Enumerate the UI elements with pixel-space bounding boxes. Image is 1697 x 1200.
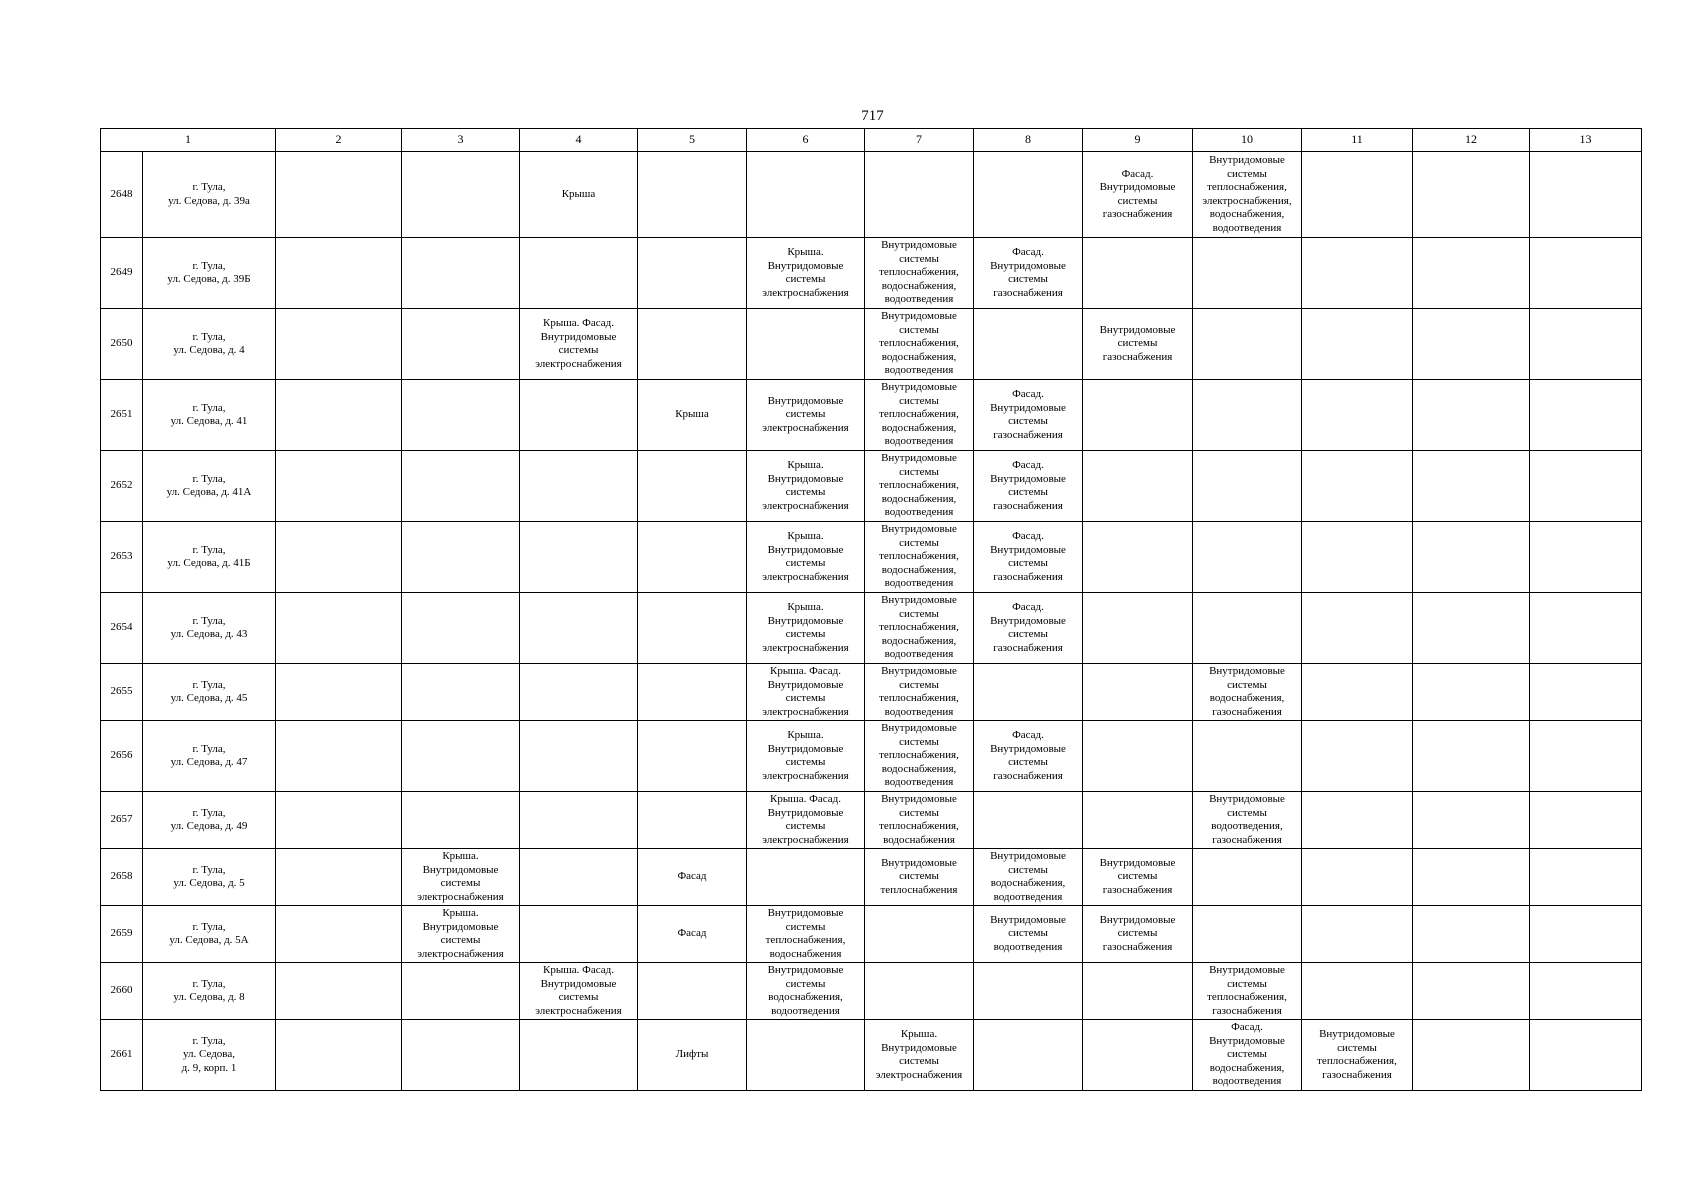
work-cell-col-8: Фасад. Внутридомовые системы газоснабжения bbox=[974, 522, 1083, 593]
work-cell-col-10: Фасад. Внутридомовые системы водоснабжения, водоотведения bbox=[1193, 1020, 1302, 1091]
work-cell-col-3 bbox=[402, 451, 520, 522]
work-cell-col-5: Фасад bbox=[638, 849, 747, 906]
work-cell-col-7: Внутридомовые системы теплоснабжения, водоснабжения, водоотведения bbox=[865, 309, 974, 380]
column-header-5: 5 bbox=[638, 129, 747, 152]
work-cell-col-9: Внутридомовые системы газоснабжения bbox=[1083, 906, 1193, 963]
address-cell: г. Тула, ул. Седова, д. 39а bbox=[143, 152, 276, 238]
work-cell-col-13 bbox=[1530, 309, 1642, 380]
work-cell-col-12 bbox=[1413, 1020, 1530, 1091]
work-cell-col-5 bbox=[638, 593, 747, 664]
address-cell: г. Тула, ул. Седова, д. 41А bbox=[143, 451, 276, 522]
column-header-4: 4 bbox=[520, 129, 638, 152]
table-row bbox=[101, 792, 1642, 849]
work-cell-col-6: Крыша. Внутридомовые системы электроснабжения bbox=[747, 238, 865, 309]
work-cell-col-13 bbox=[1530, 792, 1642, 849]
table-row bbox=[101, 664, 1642, 721]
work-cell-col-2 bbox=[276, 152, 402, 238]
work-cell-col-8: Внутридомовые системы водоснабжения, водоотведения bbox=[974, 849, 1083, 906]
row-number: 2652 bbox=[101, 451, 143, 522]
work-cell-col-9 bbox=[1083, 451, 1193, 522]
work-cell-col-2 bbox=[276, 1020, 402, 1091]
work-cell-col-2 bbox=[276, 380, 402, 451]
work-cell-col-7: Внутридомовые системы теплоснабжения, водоснабжения, водоотведения bbox=[865, 380, 974, 451]
work-cell-col-8: Фасад. Внутридомовые системы газоснабжения bbox=[974, 451, 1083, 522]
work-cell-col-4 bbox=[520, 522, 638, 593]
work-cell-col-12 bbox=[1413, 849, 1530, 906]
address-cell: г. Тула, ул. Седова, д. 5 bbox=[143, 849, 276, 906]
work-cell-col-13 bbox=[1530, 152, 1642, 238]
work-cell-col-5 bbox=[638, 963, 747, 1020]
work-cell-col-9: Внутридомовые системы газоснабжения bbox=[1083, 849, 1193, 906]
work-cell-col-6 bbox=[747, 309, 865, 380]
work-cell-col-12 bbox=[1413, 309, 1530, 380]
work-cell-col-10: Внутридомовые системы водоотведения, газоснабжения bbox=[1193, 792, 1302, 849]
work-cell-col-12 bbox=[1413, 152, 1530, 238]
work-cell-col-6: Крыша. Внутридомовые системы электроснабжения bbox=[747, 451, 865, 522]
work-cell-col-9 bbox=[1083, 664, 1193, 721]
work-cell-col-9 bbox=[1083, 593, 1193, 664]
table-row bbox=[101, 380, 1642, 451]
table-row bbox=[101, 963, 1642, 1020]
work-cell-col-8 bbox=[974, 309, 1083, 380]
row-number: 2648 bbox=[101, 152, 143, 238]
work-cell-col-13 bbox=[1530, 664, 1642, 721]
work-cell-col-9: Фасад. Внутридомовые системы газоснабжения bbox=[1083, 152, 1193, 238]
address-cell: г. Тула, ул. Седова, д. 41Б bbox=[143, 522, 276, 593]
table-row bbox=[101, 451, 1642, 522]
work-cell-col-3 bbox=[402, 593, 520, 664]
column-header-11: 11 bbox=[1302, 129, 1413, 152]
work-cell-col-3 bbox=[402, 792, 520, 849]
work-cell-col-10: Внутридомовые системы водоснабжения, газоснабжения bbox=[1193, 664, 1302, 721]
work-cell-col-5 bbox=[638, 238, 747, 309]
row-number: 2658 bbox=[101, 849, 143, 906]
work-cell-col-10 bbox=[1193, 593, 1302, 664]
work-cell-col-8: Фасад. Внутридомовые системы газоснабжения bbox=[974, 721, 1083, 792]
column-header-10: 10 bbox=[1193, 129, 1302, 152]
work-cell-col-11 bbox=[1302, 906, 1413, 963]
work-cell-col-9 bbox=[1083, 792, 1193, 849]
work-cell-col-11 bbox=[1302, 152, 1413, 238]
work-cell-col-11 bbox=[1302, 792, 1413, 849]
work-cell-col-4 bbox=[520, 593, 638, 664]
work-cell-col-2 bbox=[276, 451, 402, 522]
work-cell-col-3: Крыша. Внутридомовые системы электроснабжения bbox=[402, 849, 520, 906]
work-cell-col-7: Внутридомовые системы теплоснабжения, водоснабжения, водоотведения bbox=[865, 522, 974, 593]
work-cell-col-2 bbox=[276, 522, 402, 593]
work-cell-col-8 bbox=[974, 1020, 1083, 1091]
work-cell-col-7 bbox=[865, 963, 974, 1020]
work-cell-col-10 bbox=[1193, 906, 1302, 963]
work-cell-col-4 bbox=[520, 238, 638, 309]
work-cell-col-12 bbox=[1413, 451, 1530, 522]
column-header-13: 13 bbox=[1530, 129, 1642, 152]
work-cell-col-6: Крыша. Фасад. Внутридомовые системы электроснабжения bbox=[747, 664, 865, 721]
column-header-8: 8 bbox=[974, 129, 1083, 152]
work-cell-col-5 bbox=[638, 522, 747, 593]
work-cell-col-6 bbox=[747, 849, 865, 906]
work-cell-col-11 bbox=[1302, 963, 1413, 1020]
work-cell-col-3 bbox=[402, 1020, 520, 1091]
work-cell-col-7: Внутридомовые системы теплоснабжения, водоснабжения bbox=[865, 792, 974, 849]
work-cell-col-9: Внутридомовые системы газоснабжения bbox=[1083, 309, 1193, 380]
work-cell-col-3 bbox=[402, 721, 520, 792]
work-cell-col-10 bbox=[1193, 522, 1302, 593]
work-cell-col-7: Внутридомовые системы теплоснабжения bbox=[865, 849, 974, 906]
table-row bbox=[101, 152, 1642, 238]
work-cell-col-6: Внутридомовые системы теплоснабжения, водоснабжения bbox=[747, 906, 865, 963]
work-cell-col-3 bbox=[402, 309, 520, 380]
work-cell-col-12 bbox=[1413, 238, 1530, 309]
work-cell-col-6: Крыша. Фасад. Внутридомовые системы электроснабжения bbox=[747, 792, 865, 849]
work-cell-col-11 bbox=[1302, 238, 1413, 309]
work-cell-col-13 bbox=[1530, 963, 1642, 1020]
work-cell-col-12 bbox=[1413, 593, 1530, 664]
work-cell-col-2 bbox=[276, 664, 402, 721]
work-cell-col-7 bbox=[865, 906, 974, 963]
work-cell-col-13 bbox=[1530, 522, 1642, 593]
work-cell-col-10 bbox=[1193, 238, 1302, 309]
work-cell-col-11 bbox=[1302, 451, 1413, 522]
work-cell-col-10: Внутридомовые системы теплоснабжения, электроснабжения, водоснабжения, водоотведения bbox=[1193, 152, 1302, 238]
work-cell-col-8: Внутридомовые системы водоотведения bbox=[974, 906, 1083, 963]
table-row bbox=[101, 721, 1642, 792]
work-cell-col-3 bbox=[402, 238, 520, 309]
row-number: 2654 bbox=[101, 593, 143, 664]
work-cell-col-13 bbox=[1530, 849, 1642, 906]
work-cell-col-13 bbox=[1530, 238, 1642, 309]
work-cell-col-7: Внутридомовые системы теплоснабжения, водоснабжения, водоотведения bbox=[865, 451, 974, 522]
work-cell-col-4 bbox=[520, 906, 638, 963]
work-cell-col-7: Крыша. Внутридомовые системы электроснабжения bbox=[865, 1020, 974, 1091]
row-number: 2657 bbox=[101, 792, 143, 849]
work-cell-col-8 bbox=[974, 963, 1083, 1020]
work-cell-col-10 bbox=[1193, 309, 1302, 380]
row-number: 2656 bbox=[101, 721, 143, 792]
work-cell-col-12 bbox=[1413, 792, 1530, 849]
work-cell-col-5: Лифты bbox=[638, 1020, 747, 1091]
work-cell-col-13 bbox=[1530, 380, 1642, 451]
table-row bbox=[101, 593, 1642, 664]
work-cell-col-9 bbox=[1083, 1020, 1193, 1091]
work-cell-col-4 bbox=[520, 792, 638, 849]
table-row bbox=[101, 522, 1642, 593]
work-cell-col-4 bbox=[520, 451, 638, 522]
work-cell-col-2 bbox=[276, 849, 402, 906]
work-cell-col-4 bbox=[520, 380, 638, 451]
row-number: 2650 bbox=[101, 309, 143, 380]
works-schedule-table bbox=[100, 128, 1642, 1091]
work-cell-col-6 bbox=[747, 1020, 865, 1091]
work-cell-col-12 bbox=[1413, 963, 1530, 1020]
work-cell-col-7: Внутридомовые системы теплоснабжения, водоснабжения, водоотведения bbox=[865, 238, 974, 309]
work-cell-col-6: Крыша. Внутридомовые системы электроснабжения bbox=[747, 522, 865, 593]
work-cell-col-12 bbox=[1413, 380, 1530, 451]
table-row bbox=[101, 309, 1642, 380]
work-cell-col-10: Внутридомовые системы теплоснабжения, газоснабжения bbox=[1193, 963, 1302, 1020]
work-cell-col-3 bbox=[402, 963, 520, 1020]
work-cell-col-7: Внутридомовые системы теплоснабжения, водоснабжения, водоотведения bbox=[865, 593, 974, 664]
work-cell-col-13 bbox=[1530, 1020, 1642, 1091]
work-cell-col-9 bbox=[1083, 380, 1193, 451]
work-cell-col-8 bbox=[974, 152, 1083, 238]
work-cell-col-2 bbox=[276, 238, 402, 309]
work-cell-col-5 bbox=[638, 664, 747, 721]
address-cell: г. Тула, ул. Седова, д. 4 bbox=[143, 309, 276, 380]
row-number: 2659 bbox=[101, 906, 143, 963]
work-cell-col-3 bbox=[402, 522, 520, 593]
work-cell-col-2 bbox=[276, 721, 402, 792]
work-cell-col-8 bbox=[974, 792, 1083, 849]
work-cell-col-10 bbox=[1193, 451, 1302, 522]
page-number: 717 bbox=[861, 108, 884, 124]
work-cell-col-12 bbox=[1413, 721, 1530, 792]
row-number: 2653 bbox=[101, 522, 143, 593]
work-cell-col-3 bbox=[402, 664, 520, 721]
address-cell: г. Тула, ул. Седова, д. 49 bbox=[143, 792, 276, 849]
address-cell: г. Тула, ул. Седова, д. 41 bbox=[143, 380, 276, 451]
work-cell-col-3 bbox=[402, 152, 520, 238]
work-cell-col-4: Крыша. Фасад. Внутридомовые системы электроснабжения bbox=[520, 309, 638, 380]
work-cell-col-5 bbox=[638, 451, 747, 522]
address-cell: г. Тула, ул. Седова, д. 47 bbox=[143, 721, 276, 792]
work-cell-col-4 bbox=[520, 1020, 638, 1091]
work-cell-col-10 bbox=[1193, 380, 1302, 451]
work-cell-col-6: Крыша. Внутридомовые системы электроснабжения bbox=[747, 721, 865, 792]
work-cell-col-11 bbox=[1302, 309, 1413, 380]
work-cell-col-6: Внутридомовые системы водоснабжения, водоотведения bbox=[747, 963, 865, 1020]
work-cell-col-9 bbox=[1083, 721, 1193, 792]
column-header-3: 3 bbox=[402, 129, 520, 152]
work-cell-col-8: Фасад. Внутридомовые системы газоснабжения bbox=[974, 380, 1083, 451]
table-row bbox=[101, 906, 1642, 963]
work-cell-col-3 bbox=[402, 380, 520, 451]
work-cell-col-4 bbox=[520, 721, 638, 792]
work-cell-col-11 bbox=[1302, 593, 1413, 664]
column-header-7: 7 bbox=[865, 129, 974, 152]
work-cell-col-2 bbox=[276, 593, 402, 664]
row-number: 2660 bbox=[101, 963, 143, 1020]
work-cell-col-2 bbox=[276, 792, 402, 849]
work-cell-col-11 bbox=[1302, 664, 1413, 721]
work-cell-col-5 bbox=[638, 721, 747, 792]
address-cell: г. Тула, ул. Седова, д. 8 bbox=[143, 963, 276, 1020]
work-cell-col-8: Фасад. Внутридомовые системы газоснабжения bbox=[974, 238, 1083, 309]
work-cell-col-9 bbox=[1083, 238, 1193, 309]
address-cell: г. Тула, ул. Седова, д. 45 bbox=[143, 664, 276, 721]
row-number: 2651 bbox=[101, 380, 143, 451]
address-cell: г. Тула, ул. Седова, д. 5А bbox=[143, 906, 276, 963]
work-cell-col-6 bbox=[747, 152, 865, 238]
work-cell-col-4: Крыша bbox=[520, 152, 638, 238]
table-row bbox=[101, 1020, 1642, 1091]
column-header-12: 12 bbox=[1413, 129, 1530, 152]
work-cell-col-8: Фасад. Внутридомовые системы газоснабжения bbox=[974, 593, 1083, 664]
work-cell-col-7: Внутридомовые системы теплоснабжения, водоотведения bbox=[865, 664, 974, 721]
column-header-6: 6 bbox=[747, 129, 865, 152]
address-cell: г. Тула, ул. Седова, д. 43 bbox=[143, 593, 276, 664]
work-cell-col-8 bbox=[974, 664, 1083, 721]
work-cell-col-5 bbox=[638, 152, 747, 238]
work-cell-col-11 bbox=[1302, 380, 1413, 451]
work-cell-col-7 bbox=[865, 152, 974, 238]
work-cell-col-11 bbox=[1302, 849, 1413, 906]
address-cell: г. Тула, ул. Седова, д. 39Б bbox=[143, 238, 276, 309]
address-cell: г. Тула, ул. Седова, д. 9, корп. 1 bbox=[143, 1020, 276, 1091]
column-header-2: 2 bbox=[276, 129, 402, 152]
work-cell-col-11 bbox=[1302, 721, 1413, 792]
column-header-1: 1 bbox=[101, 129, 276, 152]
row-number: 2661 bbox=[101, 1020, 143, 1091]
work-cell-col-9 bbox=[1083, 963, 1193, 1020]
work-cell-col-6: Внутридомовые системы электроснабжения bbox=[747, 380, 865, 451]
table-row bbox=[101, 238, 1642, 309]
work-cell-col-13 bbox=[1530, 906, 1642, 963]
work-cell-col-12 bbox=[1413, 664, 1530, 721]
work-cell-col-10 bbox=[1193, 721, 1302, 792]
work-cell-col-12 bbox=[1413, 522, 1530, 593]
work-cell-col-3: Крыша. Внутридомовые системы электроснабжения bbox=[402, 906, 520, 963]
work-cell-col-6: Крыша. Внутридомовые системы электроснабжения bbox=[747, 593, 865, 664]
work-cell-col-4: Крыша. Фасад. Внутридомовые системы электроснабжения bbox=[520, 963, 638, 1020]
work-cell-col-5 bbox=[638, 309, 747, 380]
work-cell-col-13 bbox=[1530, 721, 1642, 792]
work-cell-col-2 bbox=[276, 906, 402, 963]
row-number: 2655 bbox=[101, 664, 143, 721]
work-cell-col-2 bbox=[276, 963, 402, 1020]
work-cell-col-12 bbox=[1413, 906, 1530, 963]
work-cell-col-4 bbox=[520, 849, 638, 906]
work-cell-col-10 bbox=[1193, 849, 1302, 906]
work-cell-col-11: Внутридомовые системы теплоснабжения, газоснабжения bbox=[1302, 1020, 1413, 1091]
work-cell-col-5: Крыша bbox=[638, 380, 747, 451]
table-row bbox=[101, 849, 1642, 906]
work-cell-col-5 bbox=[638, 792, 747, 849]
work-cell-col-9 bbox=[1083, 522, 1193, 593]
work-cell-col-11 bbox=[1302, 522, 1413, 593]
work-cell-col-4 bbox=[520, 664, 638, 721]
work-cell-col-13 bbox=[1530, 451, 1642, 522]
work-cell-col-7: Внутридомовые системы теплоснабжения, водоснабжения, водоотведения bbox=[865, 721, 974, 792]
row-number: 2649 bbox=[101, 238, 143, 309]
work-cell-col-13 bbox=[1530, 593, 1642, 664]
work-cell-col-5: Фасад bbox=[638, 906, 747, 963]
header-row bbox=[101, 129, 1642, 152]
column-header-9: 9 bbox=[1083, 129, 1193, 152]
table-body bbox=[101, 152, 1642, 1091]
work-cell-col-2 bbox=[276, 309, 402, 380]
